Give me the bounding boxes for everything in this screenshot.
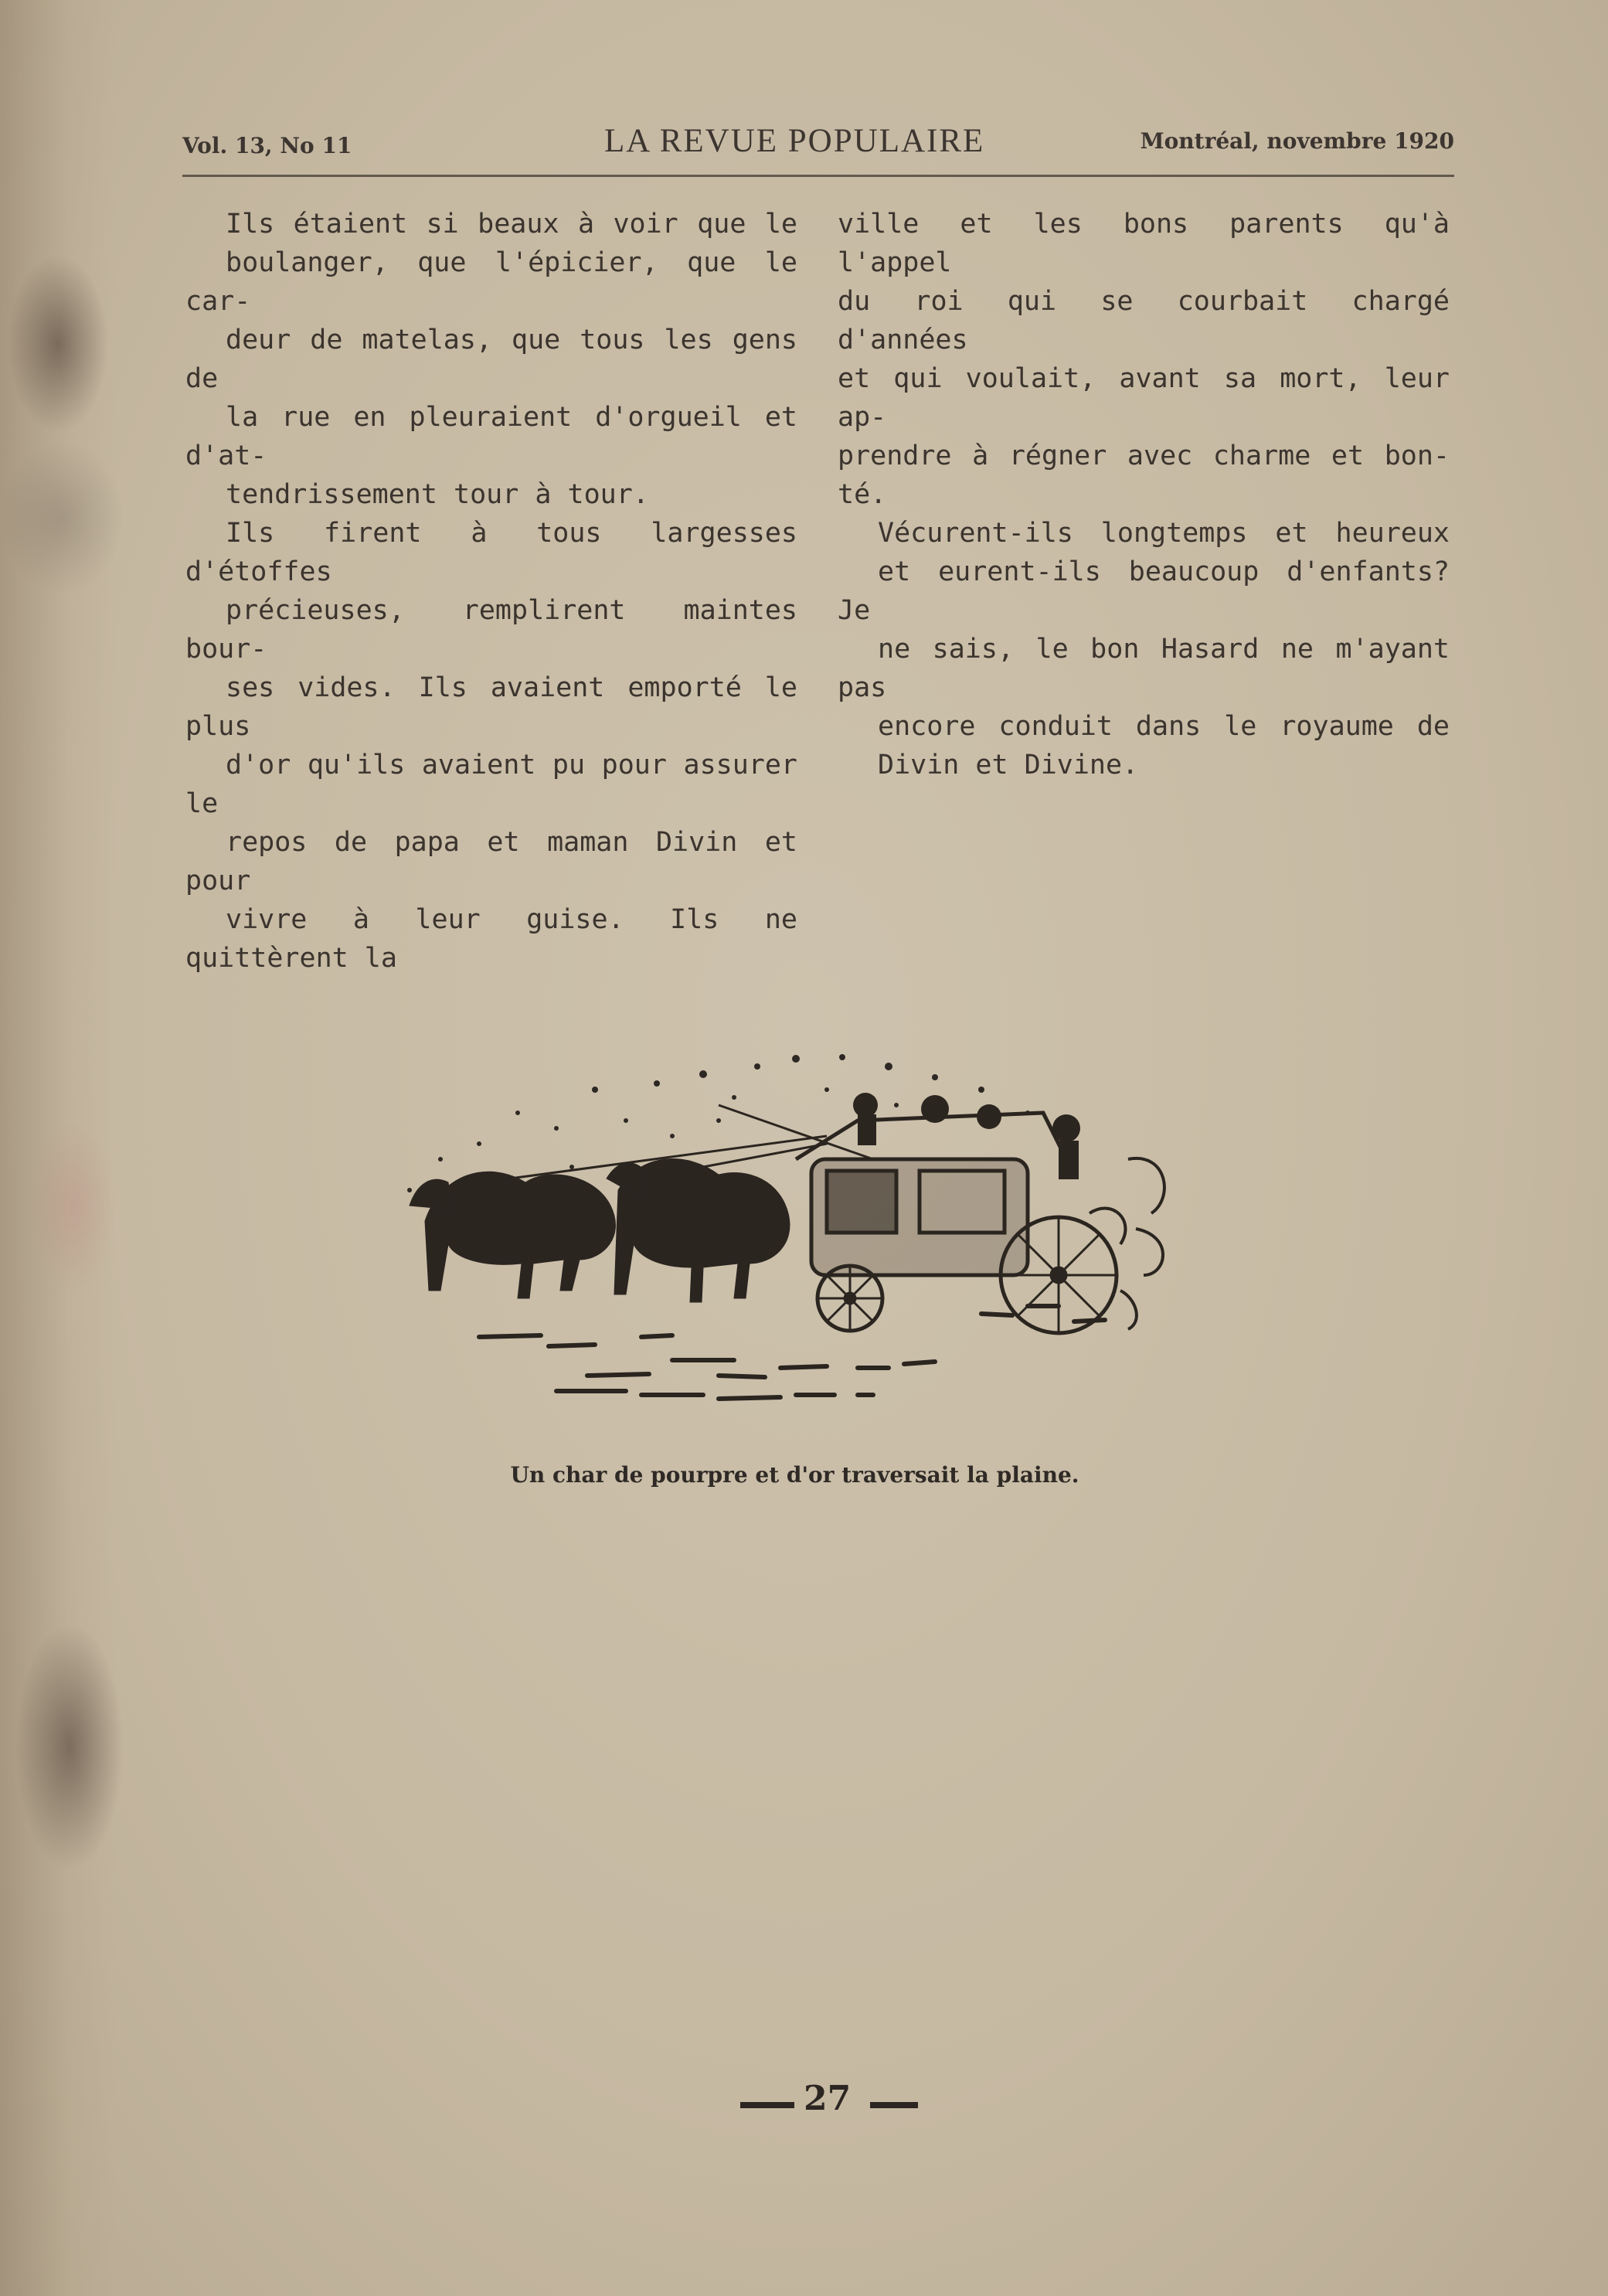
paragraph [838, 205, 1450, 514]
text-line: et qui voulait, avant sa mort, leur ap- [838, 363, 1450, 433]
paragraph [838, 514, 1450, 784]
text-line: Vécurent-ils longtemps et heureux [878, 518, 1450, 549]
text-line: encore conduit dans le royaume de [878, 711, 1450, 742]
page-number [740, 2079, 918, 2125]
paragraph [185, 514, 797, 978]
text-line: la rue en pleuraient d'orgueil et d'at- [185, 402, 797, 471]
page-stain [0, 440, 124, 595]
text-line: boulanger, que l'épicier, que le car- [185, 247, 797, 317]
text-line: ses vides. Ils avaient emporté le plus [185, 672, 797, 742]
page-number-dash [740, 2102, 794, 2108]
carriage-illustration [394, 1043, 1236, 1445]
text-line: deur de matelas, que tous les gens de [185, 325, 797, 394]
text-line: ne sais, le bon Hasard ne m'ayant pas [838, 634, 1450, 703]
page-number-dash [870, 2102, 918, 2108]
text-line: Ils firent à tous largesses d'étoffes [185, 518, 797, 587]
place-and-date: Montréal, novembre 1920 [1140, 128, 1454, 154]
text-line: du roi qui se courbait chargé d'années [838, 286, 1450, 355]
illustration-caption [0, 1462, 1608, 1488]
text-line: prendre à régner avec charme et bon- [838, 440, 1450, 471]
page-stain [8, 255, 108, 433]
text-line: Divin et Divine. [878, 750, 1139, 781]
carriage-body [796, 1113, 1066, 1275]
text-column-left [185, 205, 797, 978]
text-line: ville et les bons parents qu'à l'appel [838, 209, 1450, 278]
paragraph [185, 205, 797, 514]
text-column-right [838, 205, 1450, 784]
text-line: Ils étaient si beaux à voir que le [226, 209, 797, 240]
page-stain [31, 1121, 116, 1291]
dust-swirls [1090, 1158, 1164, 1329]
text-line: d'or qu'ils avaient pu pour assurer le [185, 750, 797, 819]
text-line: et eurent-ils beaucoup d'enfants? Je [838, 556, 1450, 626]
volume-number: Vol. 13, No 11 [182, 133, 352, 158]
header-rule [182, 175, 1454, 177]
text-line: vivre à leur guise. Ils ne quittèrent la [185, 904, 797, 974]
caption-text: Un char de pourpre et d'or traversait la plaine. [510, 1462, 1079, 1488]
text-line: té. [838, 479, 887, 510]
page-number-text: 27 [804, 2079, 852, 2118]
running-header [182, 122, 1454, 168]
ground-strokes [479, 1306, 1105, 1399]
publication-title: LA REVUE POPULAIRE [604, 123, 985, 159]
text-line: tendrissement tour à tour. [226, 479, 649, 510]
text-line: repos de papa et maman Divin et pour [185, 827, 797, 896]
horses [410, 1159, 790, 1302]
text-line: précieuses, remplirent maintes bour- [185, 595, 797, 665]
page-stain [15, 1623, 124, 1870]
